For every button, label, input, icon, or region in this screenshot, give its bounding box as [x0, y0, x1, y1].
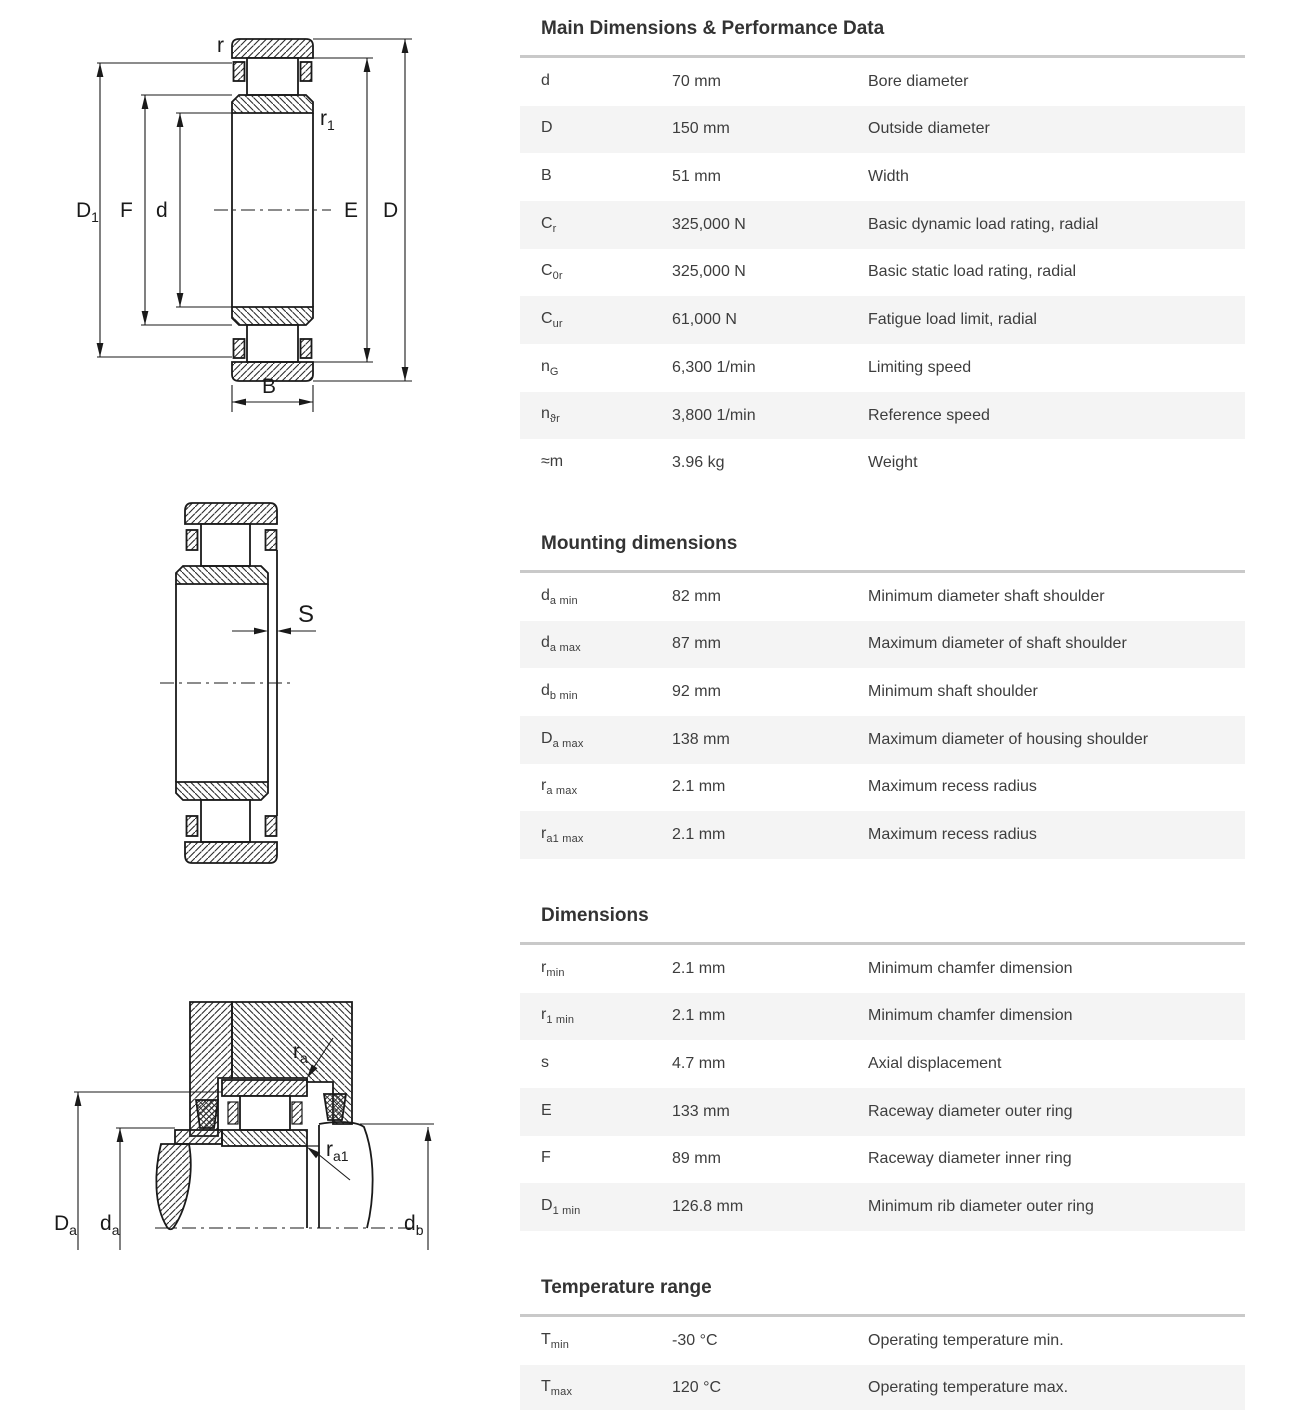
dim-label-s: S — [298, 601, 315, 628]
description-cell: Raceway diameter inner ring — [868, 1150, 1072, 1168]
value-cell: -30 °C — [672, 1331, 718, 1349]
value-cell: 133 mm — [672, 1102, 730, 1120]
symbol-cell: d — [541, 71, 550, 89]
value-cell: 6,300 1/min — [672, 358, 756, 376]
symbol-cell: $n_G$ — [541, 357, 559, 378]
dim-label-r: r — [217, 34, 224, 57]
value-cell: 325,000 N — [672, 215, 746, 233]
table-row — [520, 1088, 1245, 1136]
description-cell: Maximum recess radius — [868, 826, 1037, 844]
dim-label-d-cap: D — [383, 199, 399, 222]
description-cell: Maximum recess radius — [868, 778, 1037, 796]
description-cell: Outside diameter — [868, 120, 990, 138]
dim-label-ra: $r_a$ — [293, 1040, 308, 1066]
symbol-cell: $T_{min}$ — [541, 1330, 570, 1351]
symbol-cell: $d_{a min}$ — [541, 586, 578, 607]
symbol-cell: $r_{a1 max}$ — [541, 825, 584, 846]
value-cell: 2.1 mm — [672, 826, 726, 844]
table-row — [520, 945, 1245, 993]
value-cell: 3,800 1/min — [672, 406, 756, 424]
section-main-dimensions — [520, 18, 1245, 487]
value-cell: 89 mm — [672, 1150, 721, 1168]
value-cell: 70 mm — [672, 72, 721, 90]
description-cell: Operating temperature min. — [868, 1331, 1064, 1349]
table-row — [520, 716, 1245, 764]
table-row — [520, 1183, 1245, 1231]
value-cell: 92 mm — [672, 683, 721, 701]
section-title: Dimensions — [541, 905, 649, 926]
value-cell: 138 mm — [672, 730, 730, 748]
description-cell: Raceway diameter outer ring — [868, 1102, 1073, 1120]
symbol-cell: $C_r$ — [541, 214, 557, 235]
value-cell: 51 mm — [672, 168, 721, 186]
dim-label-da-cap: $D_a$ — [54, 1212, 77, 1238]
dim-label-ra1: $r_{a1}$ — [326, 1138, 349, 1164]
symbol-cell: E — [541, 1101, 552, 1119]
description-cell: Operating temperature max. — [868, 1379, 1069, 1397]
table-row — [520, 106, 1245, 154]
drawing-mounting — [40, 1000, 470, 1300]
table-row — [520, 439, 1245, 487]
value-cell: 4.7 mm — [672, 1055, 726, 1073]
s-arrows — [254, 628, 291, 635]
table-rows — [520, 55, 1245, 487]
description-cell: Minimum rib diameter outer ring — [868, 1198, 1094, 1216]
symbol-cell: $r_{a max}$ — [541, 777, 578, 798]
dim-label-e: E — [344, 199, 359, 222]
value-cell: 3.96 kg — [672, 454, 725, 472]
table-row — [520, 1365, 1245, 1410]
symbol-cell: s — [541, 1053, 549, 1071]
symbol-cell: $d_{a max}$ — [541, 634, 581, 655]
section-title: Temperature range — [541, 1276, 712, 1298]
description-cell: Bore diameter — [868, 72, 969, 90]
symbol-cell: B — [541, 166, 552, 184]
value-cell: 87 mm — [672, 635, 721, 653]
value-cell: 126.8 mm — [672, 1198, 744, 1216]
table-row — [520, 668, 1245, 716]
symbol-cell: $r_{1 min}$ — [541, 1006, 575, 1027]
drawing-cross-section — [55, 25, 425, 420]
symbol-cell: $D_{a max}$ — [541, 729, 584, 750]
table-row — [520, 573, 1245, 621]
dim-label-d1-cap: $D_1$ — [76, 199, 99, 225]
value-cell: 120 °C — [672, 1379, 722, 1397]
table-row — [520, 296, 1245, 344]
table-row — [520, 993, 1245, 1041]
value-cell: 2.1 mm — [672, 959, 726, 977]
description-cell: Minimum chamfer dimension — [868, 1007, 1073, 1025]
symbol-cell: ≈m — [541, 453, 564, 471]
dim-label-da: $d_a$ — [100, 1212, 120, 1238]
value-cell: 150 mm — [672, 120, 730, 138]
data-tables — [520, 0, 1245, 1410]
symbol-cell: $D_{1 min}$ — [541, 1197, 581, 1218]
table-row — [520, 249, 1245, 297]
description-cell: Fatigue load limit, radial — [868, 311, 1037, 329]
dim-label-r1: $r_1$ — [320, 107, 335, 133]
description-cell: Minimum shaft shoulder — [868, 683, 1038, 701]
dim-label-d: d — [156, 199, 168, 222]
table-row — [520, 1040, 1245, 1088]
table-row — [520, 811, 1245, 859]
description-cell: Reference speed — [868, 406, 990, 424]
description-cell: Maximum diameter of housing shoulder — [868, 730, 1149, 748]
section-title: Main Dimensions & Performance Data — [541, 18, 885, 39]
dim-label-db: $d_b$ — [404, 1212, 424, 1238]
description-cell: Width — [868, 168, 909, 186]
table-rows — [520, 942, 1245, 1231]
value-cell: 82 mm — [672, 587, 721, 605]
description-cell: Minimum diameter shaft shoulder — [868, 587, 1105, 605]
table-row — [520, 344, 1245, 392]
section-dimensions — [520, 905, 1245, 1231]
table-row — [520, 764, 1245, 812]
table-row — [520, 621, 1245, 669]
value-cell: 61,000 N — [672, 311, 737, 329]
section-mounting-dimensions — [520, 533, 1245, 859]
table-row — [520, 153, 1245, 201]
symbol-cell: $C_{0r}$ — [541, 262, 563, 283]
description-cell: Minimum chamfer dimension — [868, 959, 1073, 977]
table-row — [520, 1317, 1245, 1365]
description-cell: Maximum diameter of shaft shoulder — [868, 635, 1127, 653]
symbol-cell: $T_{max}$ — [541, 1378, 573, 1399]
table-row — [520, 201, 1245, 249]
value-cell: 2.1 mm — [672, 1007, 726, 1025]
section-title: Mounting dimensions — [541, 533, 738, 555]
table-rows — [520, 570, 1245, 859]
description-cell: Axial displacement — [868, 1055, 1002, 1073]
table-row — [520, 1136, 1245, 1184]
symbol-cell: $r_{min}$ — [541, 958, 565, 979]
description-cell: Basic static load rating, radial — [868, 263, 1077, 281]
symbol-cell: D — [541, 119, 553, 137]
drawing-axial-displacement — [120, 480, 350, 885]
table-row — [520, 58, 1245, 106]
symbol-cell: $C_{ur}$ — [541, 310, 563, 331]
dim-label-b: B — [262, 375, 277, 398]
section-temperature-range — [520, 1277, 1245, 1410]
description-cell: Limiting speed — [868, 358, 972, 376]
description-cell: Basic dynamic load rating, radial — [868, 215, 1099, 233]
description-cell: Weight — [868, 454, 918, 472]
symbol-cell: $d_{b min}$ — [541, 682, 578, 703]
symbol-cell: F — [541, 1149, 551, 1167]
value-cell: 325,000 N — [672, 263, 746, 281]
dim-label-f: F — [120, 199, 133, 222]
table-row — [520, 392, 1245, 440]
table-rows — [520, 1314, 1245, 1410]
symbol-cell: $n_{ϑr}$ — [541, 405, 560, 426]
value-cell: 2.1 mm — [672, 778, 726, 796]
